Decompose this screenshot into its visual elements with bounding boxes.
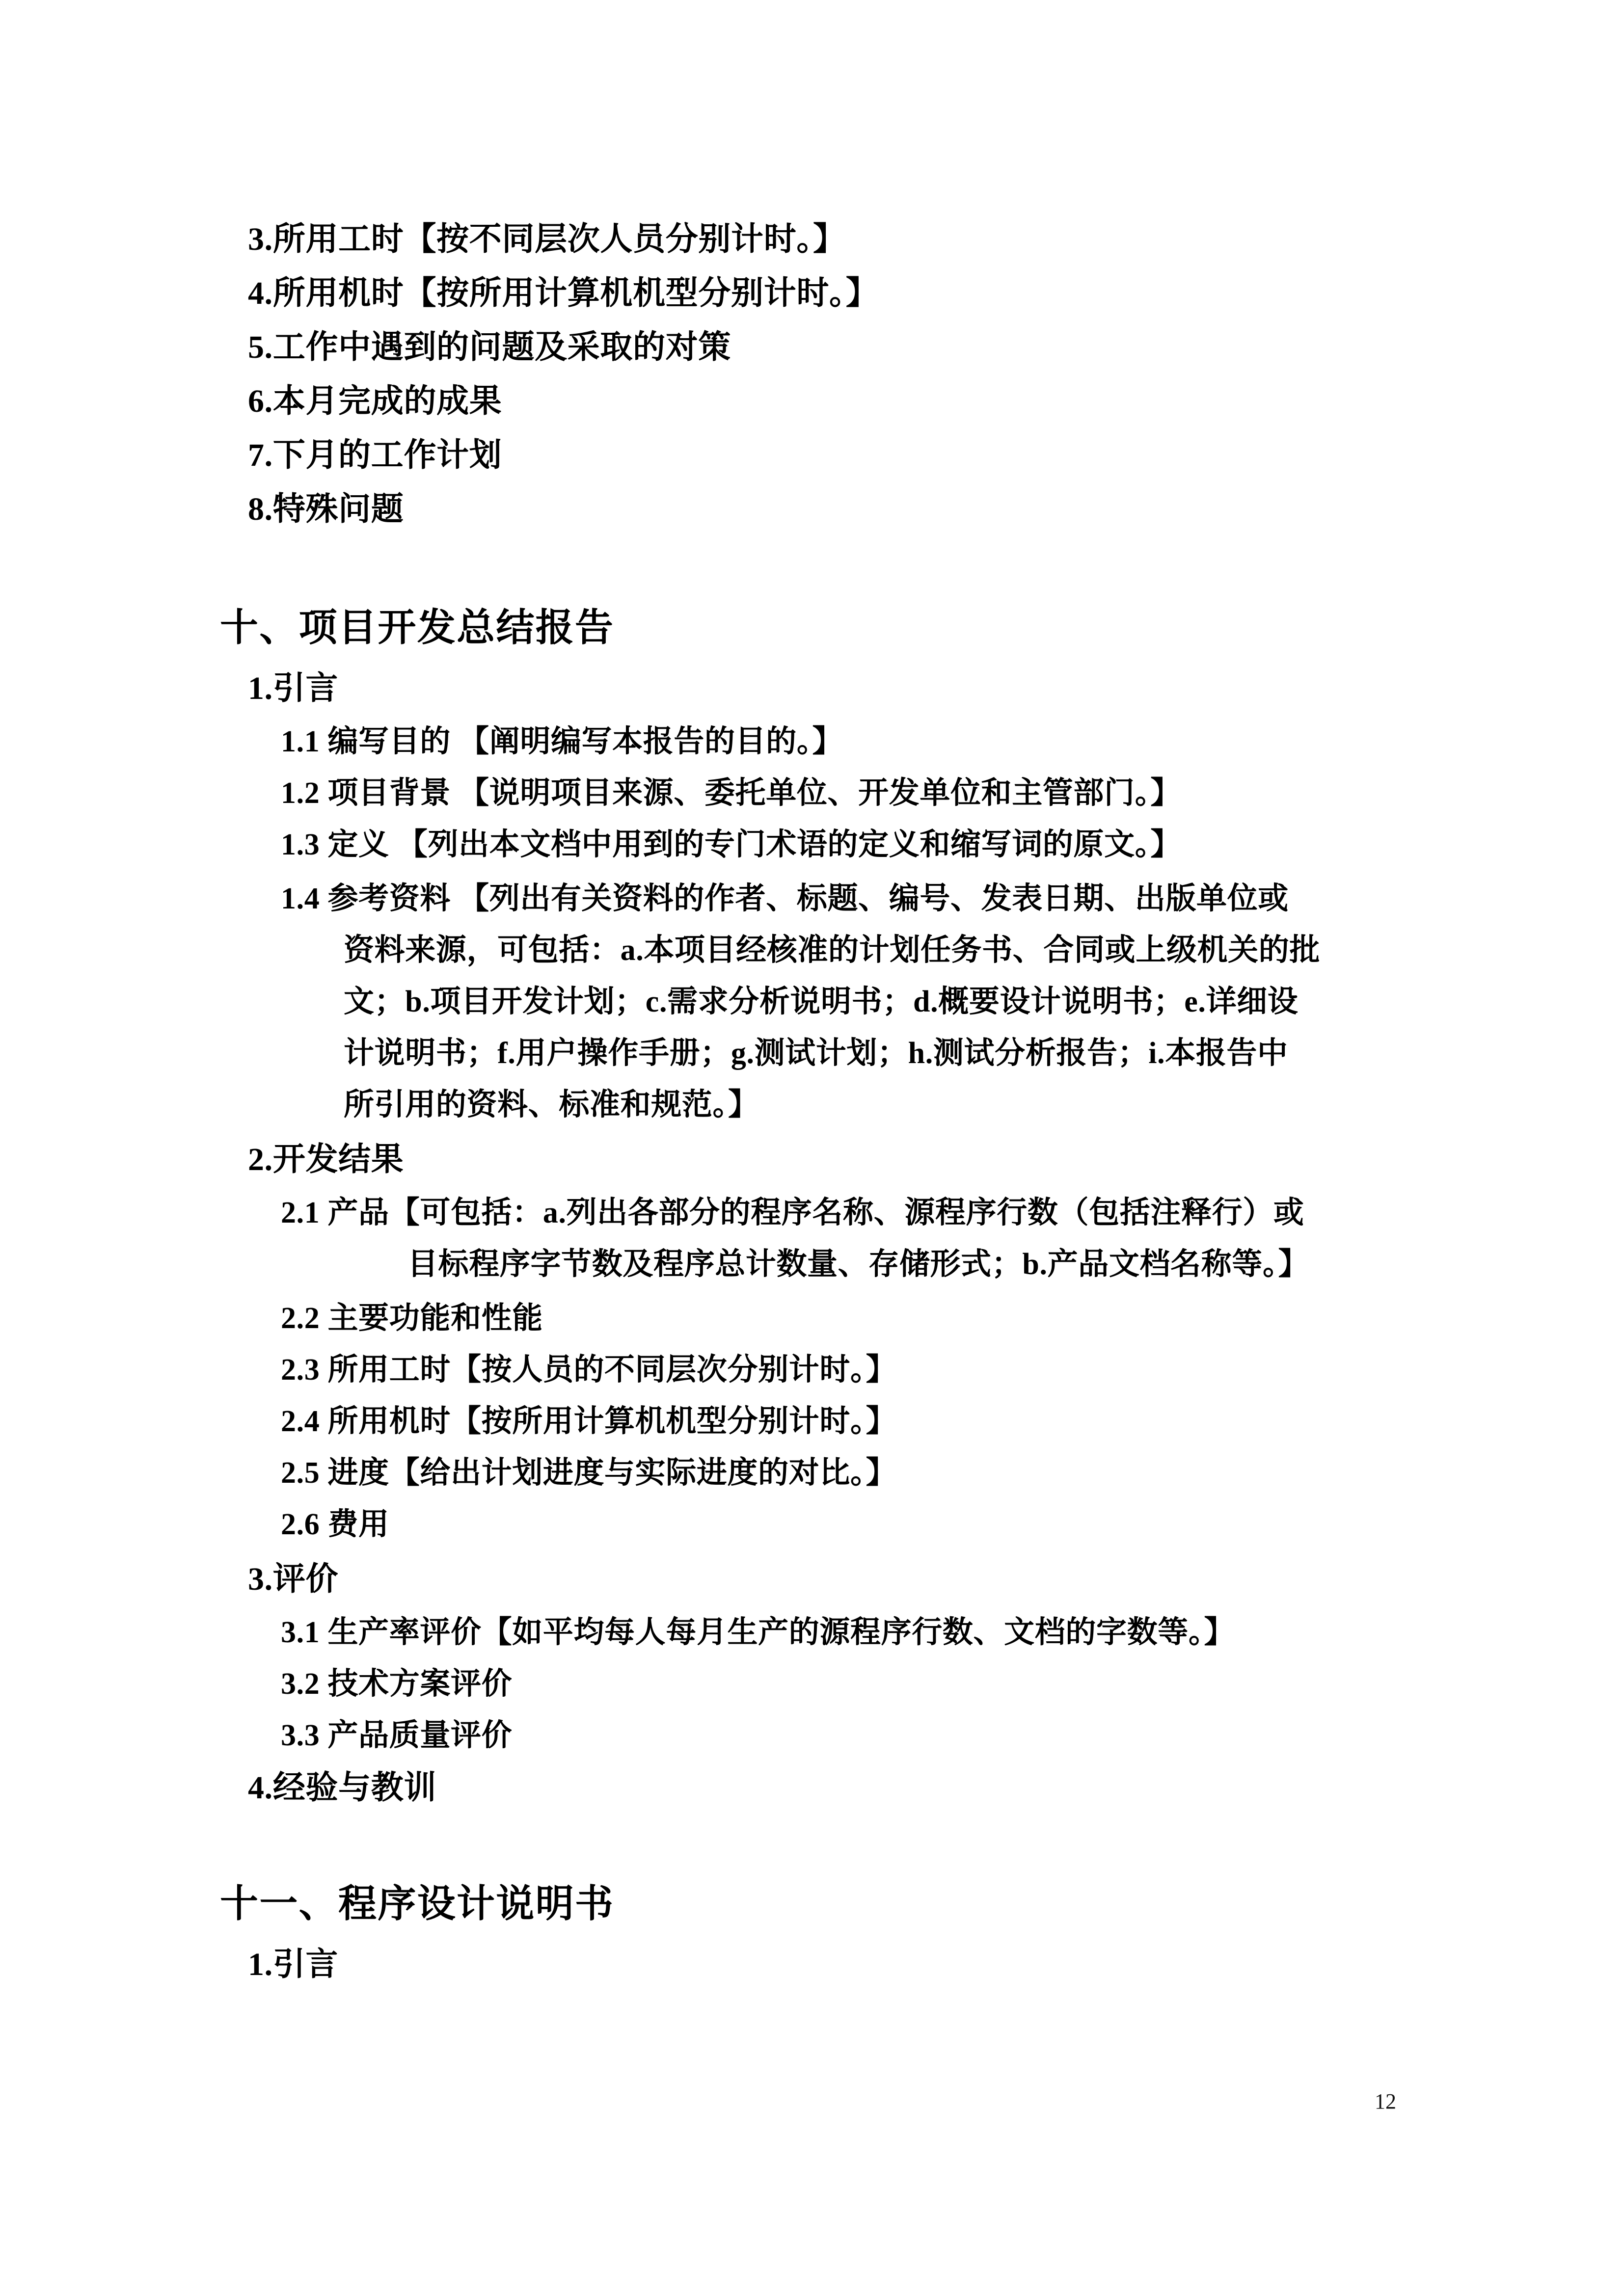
section-heading: 十、项目开发总结报告	[220, 606, 615, 649]
list-item-level-2: 2.5 进度【给出计划进度与实际进度的对比。】	[281, 1456, 897, 1490]
list-item-level-2: 3.2 技术方案评价	[281, 1667, 513, 1701]
list-item-level-2: 2.6 费用	[281, 1508, 389, 1541]
list-item-level-1: 1.引言	[248, 670, 339, 706]
list-item-level-2: 1.3 定义 【列出本文档中用到的专门术语的定义和缩写词的原文。】	[281, 828, 1181, 861]
paragraph-continuation-line: 资料来源，可包括：a.本项目经核准的计划任务书、合同或上级机关的批	[344, 934, 1320, 967]
list-item-level-2: 2.3 所用工时【按人员的不同层次分别计时。】	[281, 1353, 897, 1387]
paragraph-continuation-line: 所引用的资料、标准和规范。】	[344, 1088, 759, 1121]
list-item-level-2: 1.1 编写目的 【阐明编写本报告的目的。】	[281, 725, 843, 758]
list-item-level-2: 3.3 产品质量评价	[281, 1719, 513, 1752]
list-item-level-1: 3.评价	[248, 1561, 339, 1597]
list-item-level-1: 8.特殊问题	[248, 491, 404, 527]
section-heading: 十一、程序设计说明书	[220, 1882, 615, 1925]
list-item-level-2: 3.1 生产率评价【如平均每人每月生产的源程序行数、文档的字数等。】	[281, 1616, 1235, 1649]
list-item-level-1: 1.引言	[248, 1947, 339, 1982]
list-item-level-1: 2.开发结果	[248, 1142, 404, 1177]
paragraph-continuation-line: 计说明书；f.用户操作手册；g.测试计划；h.测试分析报告；i.本报告中	[344, 1037, 1288, 1070]
list-item-level-1: 5.工作中遇到的问题及采取的对策	[248, 329, 731, 365]
list-item-level-1: 6.本月完成的成果	[248, 383, 502, 419]
list-item-level-1: 3.所用工时【按不同层次人员分别计时。】	[248, 221, 846, 257]
list-item-level-1: 4.经验与教训	[248, 1770, 437, 1806]
list-item-level-2: 1.2 项目背景 【说明项目来源、委托单位、开发单位和主管部门。】	[281, 776, 1181, 810]
list-item-level-2: 2.1 产品【可包括：a.列出各部分的程序名称、源程序行数（包括注释行）或	[281, 1196, 1304, 1229]
list-item-level-2: 2.4 所用机时【按所用计算机机型分别计时。】	[281, 1405, 897, 1438]
list-item-level-2: 2.2 主要功能和性能	[281, 1302, 543, 1335]
paragraph-continuation-line: 文；b.项目开发计划；c.需求分析说明书；d.概要设计说明书；e.详细设	[344, 985, 1299, 1018]
list-item-level-1: 4.所用机时【按所用计算机机型分别计时。】	[248, 275, 879, 311]
list-item-level-2: 1.4 参考资料 【列出有关资料的作者、标题、编号、发表日期、出版单位或	[281, 882, 1289, 915]
page-number: 12	[1375, 2089, 1396, 2113]
list-item-level-1: 7.下月的工作计划	[248, 437, 502, 473]
paragraph-continuation-line: 目标程序字节数及程序总计数量、存储形式；b.产品文档名称等。】	[407, 1248, 1309, 1281]
